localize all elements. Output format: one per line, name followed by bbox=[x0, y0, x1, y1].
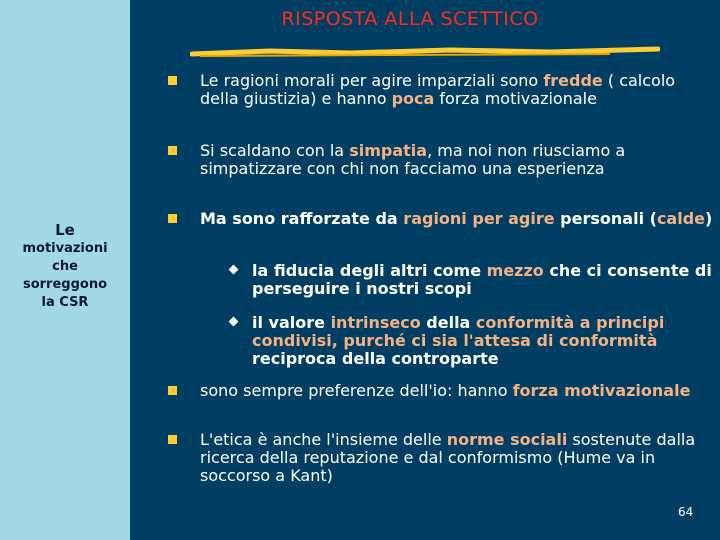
slide-title: RISPOSTA ALLA SCETTICO bbox=[281, 8, 539, 30]
sidebar-line-4: sorreggono bbox=[22, 277, 108, 292]
square-bullet-icon bbox=[168, 214, 177, 223]
diamond-bullet-icon bbox=[229, 265, 239, 275]
sub-item-2: il valore intrinseco della conformità a principi condivisi, purché ci sia l'attesa di conformità reciproca della controparte bbox=[252, 313, 665, 368]
square-bullet-icon bbox=[168, 146, 177, 155]
sidebar-caption bbox=[0, 220, 130, 312]
sub-item-1: la fiducia degli altri come mezzo che ci consente di perseguire i nostri scopi bbox=[252, 261, 712, 298]
bullet-item-3: Ma sono rafforzate da ragioni per agire personali (calde) bbox=[200, 209, 713, 228]
bullet-item-4: sono sempre preferenze dell'io: hanno forza motivazionale bbox=[200, 381, 691, 400]
square-bullet-icon bbox=[168, 386, 177, 395]
page-number: 64 bbox=[678, 505, 694, 519]
sidebar-line-2: motivazioni bbox=[22, 241, 108, 256]
square-bullet-icon bbox=[168, 435, 177, 444]
diamond-bullet-icon bbox=[229, 317, 239, 327]
title-underline-stroke bbox=[190, 46, 660, 60]
bullet-item-2: Si scaldano con la simpatia, ma noi non riusciamo a simpatizzare con chi non facciamo una esperienza bbox=[200, 141, 626, 178]
bullet-item-1: Le ragioni morali per agire imparziali sono fredde ( calcolo della giustizia) e hanno poca forza motivazionale bbox=[200, 71, 676, 108]
sidebar-line-5: la CSR bbox=[41, 295, 89, 310]
sidebar-line-1: Le bbox=[55, 221, 75, 239]
sidebar-line-3: che bbox=[52, 259, 78, 274]
bullet-item-5: L'etica è anche l'insieme delle norme sociali sostenute dalla ricerca della reputazione e dal conformismo (Hume va in soccorso a Kant) bbox=[200, 430, 696, 485]
square-bullet-icon bbox=[168, 76, 177, 85]
